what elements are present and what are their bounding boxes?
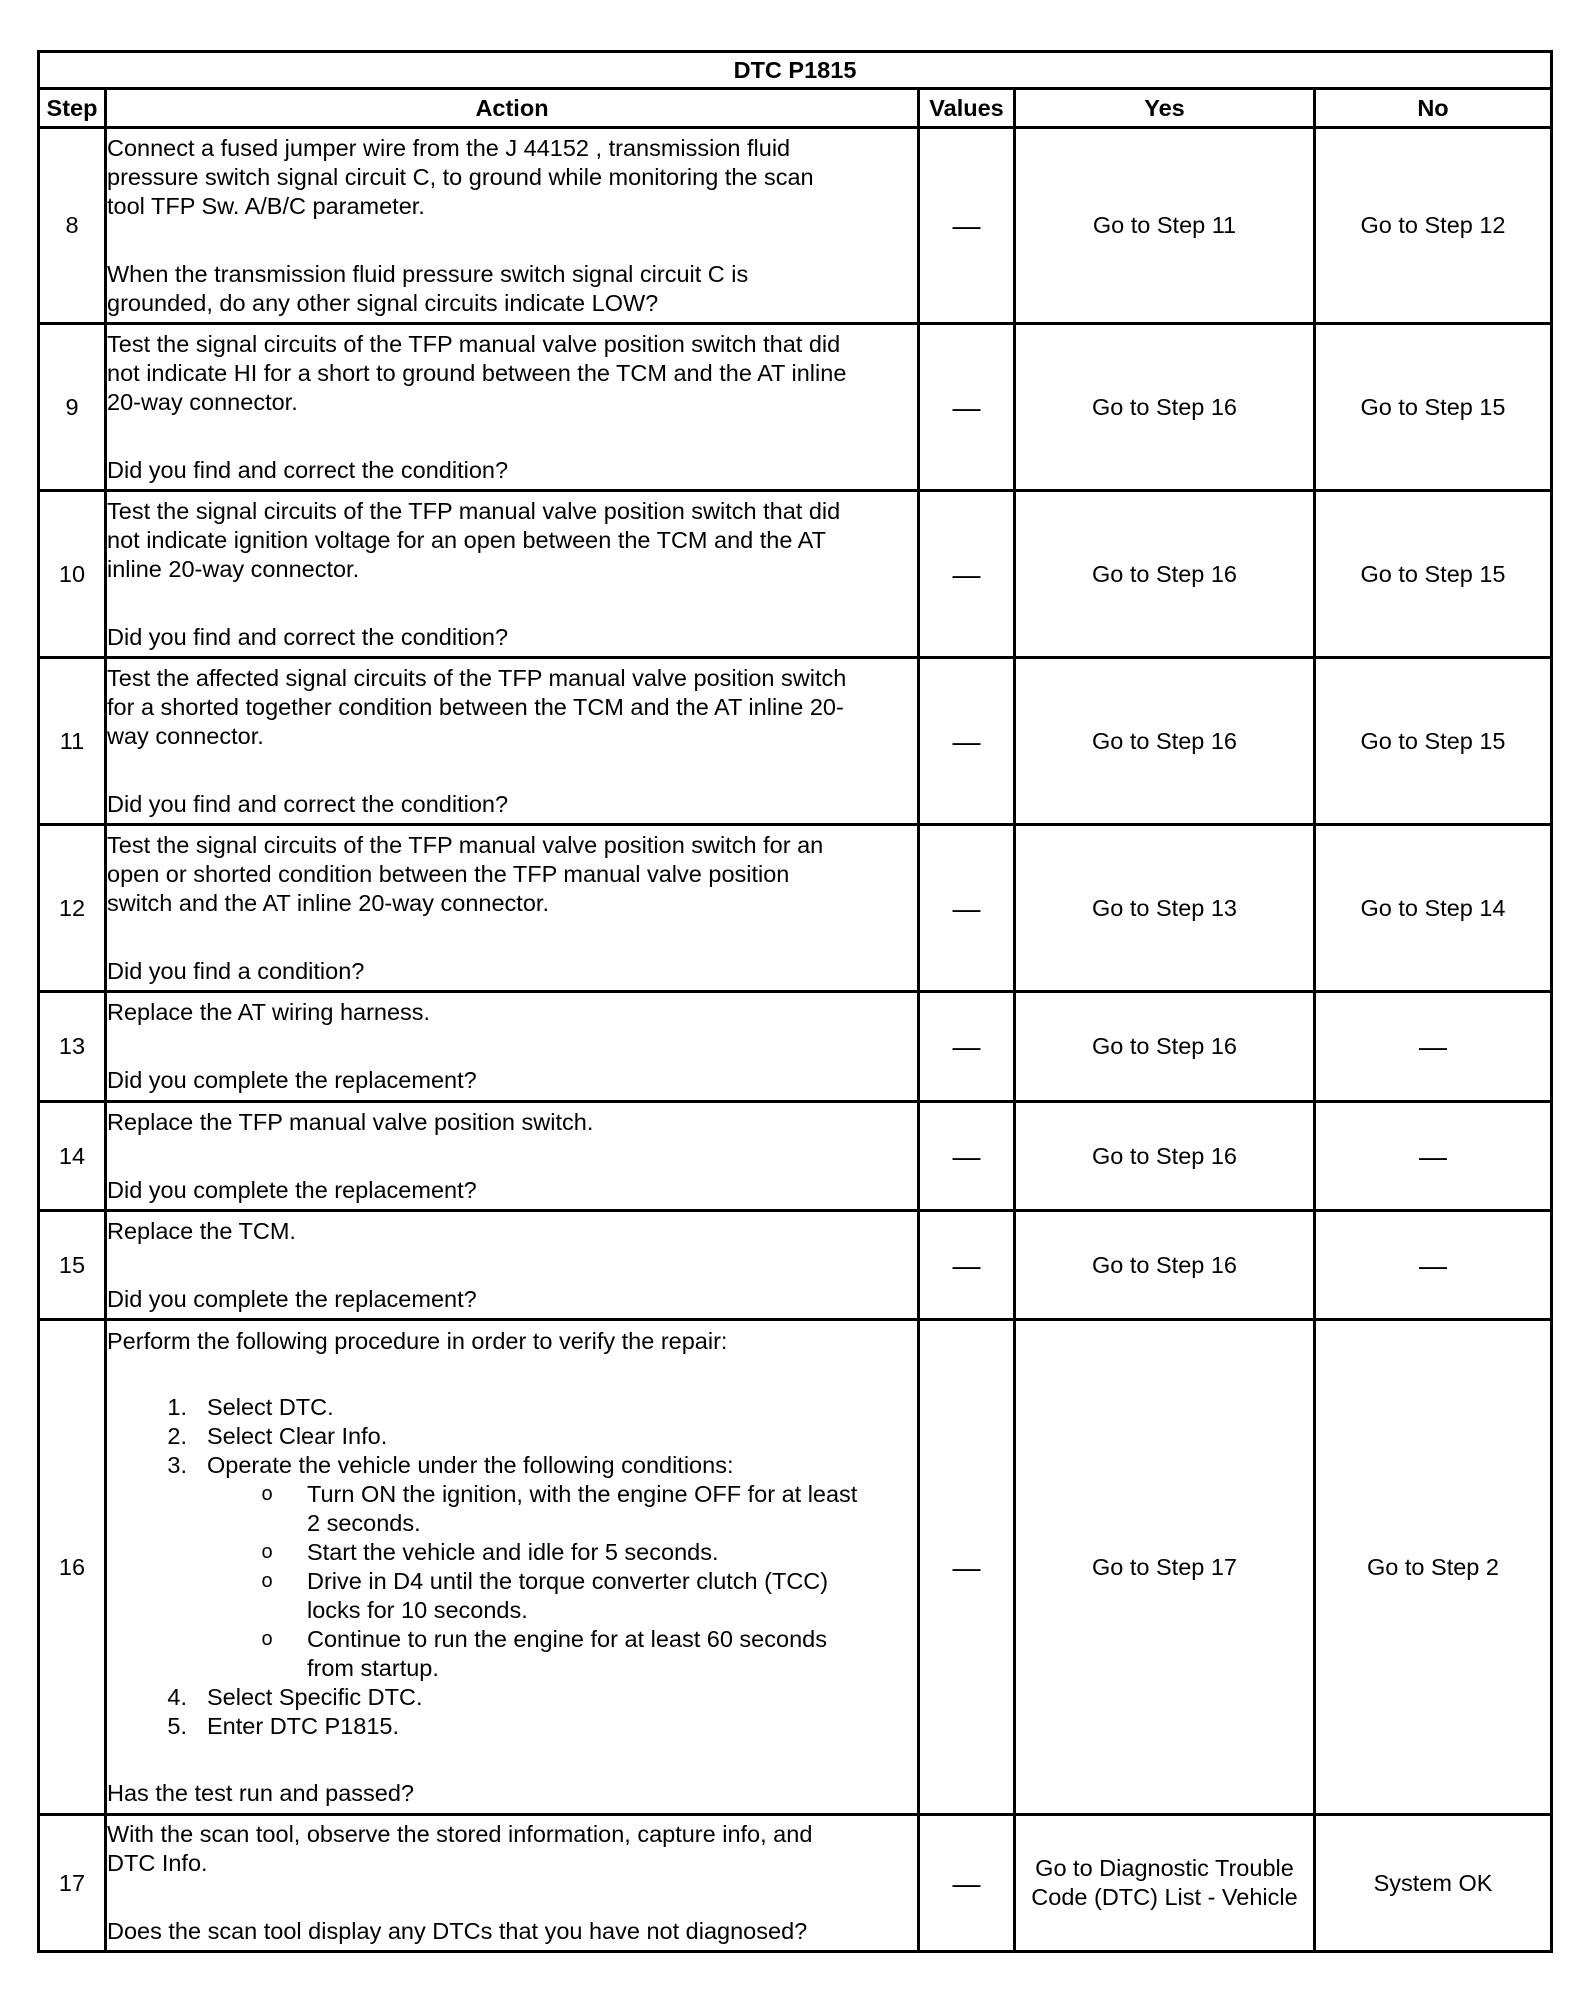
- yes-cell: Go to Step 13: [1015, 825, 1315, 992]
- no-cell: —: [1315, 992, 1552, 1102]
- action-line: Test the signal circuits of the TFP manual valve position switch for an: [107, 831, 824, 858]
- list-item: 2. Select Clear Info.: [167, 1422, 388, 1449]
- no-cell: System OK: [1315, 1815, 1552, 1952]
- question-line: Did you complete the replacement?: [107, 1067, 477, 1093]
- question-line: Did you find and correct the condition?: [107, 623, 509, 650]
- no-cell: Go to Step 15: [1315, 491, 1552, 658]
- list-item: 1. Select DTC.: [167, 1393, 334, 1420]
- list-item: 5. Enter DTC P1815.: [167, 1712, 400, 1739]
- table-row: [39, 128, 1552, 324]
- table-row: [39, 992, 1552, 1102]
- list-item: o Drive in D4 until the torque converter clutch (TCC) locks for 10 seconds.: [261, 1567, 829, 1623]
- step-number: 10: [39, 491, 106, 658]
- action-line: for a shorted together condition between the TCM and the AT inline 20-: [107, 693, 844, 720]
- action-line: Test the signal circuits of the TFP manual valve position switch that did: [107, 497, 841, 524]
- action-line: DTC Info.: [107, 1850, 208, 1876]
- step-number: 12: [39, 825, 106, 992]
- yes-cell: Go to Step 11: [1015, 128, 1315, 324]
- question-line: Did you complete the replacement?: [107, 1285, 477, 1312]
- step-number: 9: [39, 324, 106, 491]
- action-line: Test the signal circuits of the TFP manual valve position switch that did: [107, 330, 841, 357]
- no-cell: Go to Step 14: [1315, 825, 1552, 992]
- no-cell: —: [1315, 1102, 1552, 1211]
- action-line: inline 20-way connector.: [107, 555, 360, 582]
- step-number: 15: [39, 1211, 106, 1320]
- action-line: Replace the TCM.: [107, 1217, 296, 1244]
- header-no: No: [1315, 89, 1552, 128]
- values-cell: —: [919, 1320, 1015, 1815]
- no-cell: Go to Step 15: [1315, 324, 1552, 491]
- question-line: Did you find and correct the condition?: [107, 790, 509, 817]
- question-line: Does the scan tool display any DTCs that you have not diagnosed?: [107, 1918, 808, 1944]
- step-number: 17: [39, 1815, 106, 1952]
- no-cell: Go to Step 2: [1315, 1320, 1552, 1815]
- yes-cell: Go to Step 16: [1015, 324, 1315, 491]
- yes-cell: Go to Step 16: [1015, 1102, 1315, 1211]
- action-cell: [106, 1102, 919, 1211]
- action-line: open or shorted condition between the TFP manual valve position: [107, 860, 790, 887]
- no-cell: Go to Step 15: [1315, 658, 1552, 825]
- step-number: 8: [39, 128, 106, 324]
- question-line: grounded, do any other signal circuits indicate LOW?: [107, 289, 659, 316]
- action-line: switch and the AT inline 20-way connector.: [107, 889, 549, 916]
- procedure-list: [107, 1393, 917, 1741]
- header-values: Values: [919, 89, 1015, 128]
- yes-cell: Go to Step 16: [1015, 491, 1315, 658]
- action-line: not indicate HI for a short to ground between the TCM and the AT inline: [107, 359, 847, 386]
- step-number: 13: [39, 992, 106, 1102]
- values-cell: —: [919, 658, 1015, 825]
- table-row: [39, 324, 1552, 491]
- values-cell: —: [919, 825, 1015, 992]
- question-line: When the transmission fluid pressure switch signal circuit C is: [107, 260, 749, 287]
- action-line: not indicate ignition voltage for an open between the TCM and the AT: [107, 526, 826, 553]
- list-item: 3. Operate the vehicle under the following conditions: o Turn ON the ignition, with the engine OFF for at least 2 seconds. o Start the vehicle and idle for 5 seconds. o Drive in D4 until the torque converter clutch (TCC) locks for 10 seconds. o Continue to run the engine for at least 60 seconds from startup.: [157, 1451, 917, 1683]
- action-line: Test the affected signal circuits of the TFP manual valve position switch: [107, 664, 847, 691]
- table-row: [39, 1211, 1552, 1320]
- values-cell: —: [919, 992, 1015, 1102]
- yes-cell: Go to Step 16: [1015, 992, 1315, 1102]
- action-line: tool TFP Sw. A/B/C parameter.: [107, 192, 425, 219]
- action-line: 20-way connector.: [107, 388, 298, 415]
- yes-cell: Go to Step 16: [1015, 1211, 1315, 1320]
- title-row: [39, 52, 1552, 89]
- action-cell: [106, 1320, 919, 1815]
- values-cell: —: [919, 324, 1015, 491]
- table-row: [39, 491, 1552, 658]
- values-cell: —: [919, 128, 1015, 324]
- list-item: o Start the vehicle and idle for 5 seconds.: [261, 1538, 719, 1565]
- step-number: 14: [39, 1102, 106, 1211]
- step-number: 16: [39, 1320, 106, 1815]
- values-cell: —: [919, 1815, 1015, 1952]
- question-line: Did you find a condition?: [107, 957, 365, 984]
- action-line: Replace the TFP manual valve position switch.: [107, 1108, 594, 1135]
- action-cell: [106, 1815, 919, 1952]
- header-action: Action: [106, 89, 919, 128]
- action-line: Replace the AT wiring harness.: [107, 999, 431, 1025]
- header-row: [39, 89, 1552, 128]
- table-row: [39, 825, 1552, 992]
- table-row: [39, 1815, 1552, 1952]
- values-cell: —: [919, 1102, 1015, 1211]
- step-number: 11: [39, 658, 106, 825]
- values-cell: —: [919, 1211, 1015, 1320]
- table-row: [39, 1102, 1552, 1211]
- action-line: way connector.: [107, 722, 264, 749]
- action-cell: [106, 324, 919, 491]
- header-step: Step: [39, 89, 106, 128]
- no-cell: —: [1315, 1211, 1552, 1320]
- action-cell: [106, 825, 919, 992]
- list-item: o Continue to run the engine for at least 60 seconds from startup.: [261, 1625, 827, 1681]
- question-line: Has the test run and passed?: [107, 1779, 415, 1806]
- action-cell: [106, 992, 919, 1102]
- values-cell: —: [919, 491, 1015, 658]
- yes-cell: Go to Step 17: [1015, 1320, 1315, 1815]
- procedure-intro: Perform the following procedure in order to verify the repair:: [107, 1327, 728, 1354]
- question-line: Did you complete the replacement?: [107, 1176, 477, 1203]
- yes-cell: Go to Diagnostic Trouble Code (DTC) List - Vehicle: [1015, 1815, 1315, 1952]
- list-item: o Turn ON the ignition, with the engine OFF for at least 2 seconds.: [261, 1480, 858, 1536]
- action-line: Connect a fused jumper wire from the J 44152 , transmission fluid: [107, 134, 791, 161]
- condition-list: [207, 1480, 917, 1683]
- action-cell: [106, 491, 919, 658]
- yes-cell: Go to Step 16: [1015, 658, 1315, 825]
- action-cell: [106, 658, 919, 825]
- header-yes: Yes: [1015, 89, 1315, 128]
- table-row: [39, 658, 1552, 825]
- table-title: DTC P1815: [39, 52, 1552, 89]
- no-cell: Go to Step 12: [1315, 128, 1552, 324]
- dtc-table: [37, 50, 1553, 1953]
- table-row: [39, 1320, 1552, 1815]
- action-cell: [106, 1211, 919, 1320]
- action-cell: [106, 128, 919, 324]
- question-line: Did you find and correct the condition?: [107, 456, 509, 483]
- list-item: 4. Select Specific DTC.: [167, 1683, 423, 1710]
- action-line: pressure switch signal circuit C, to ground while monitoring the scan: [107, 163, 814, 190]
- action-line: With the scan tool, observe the stored information, capture info, and: [107, 1821, 813, 1847]
